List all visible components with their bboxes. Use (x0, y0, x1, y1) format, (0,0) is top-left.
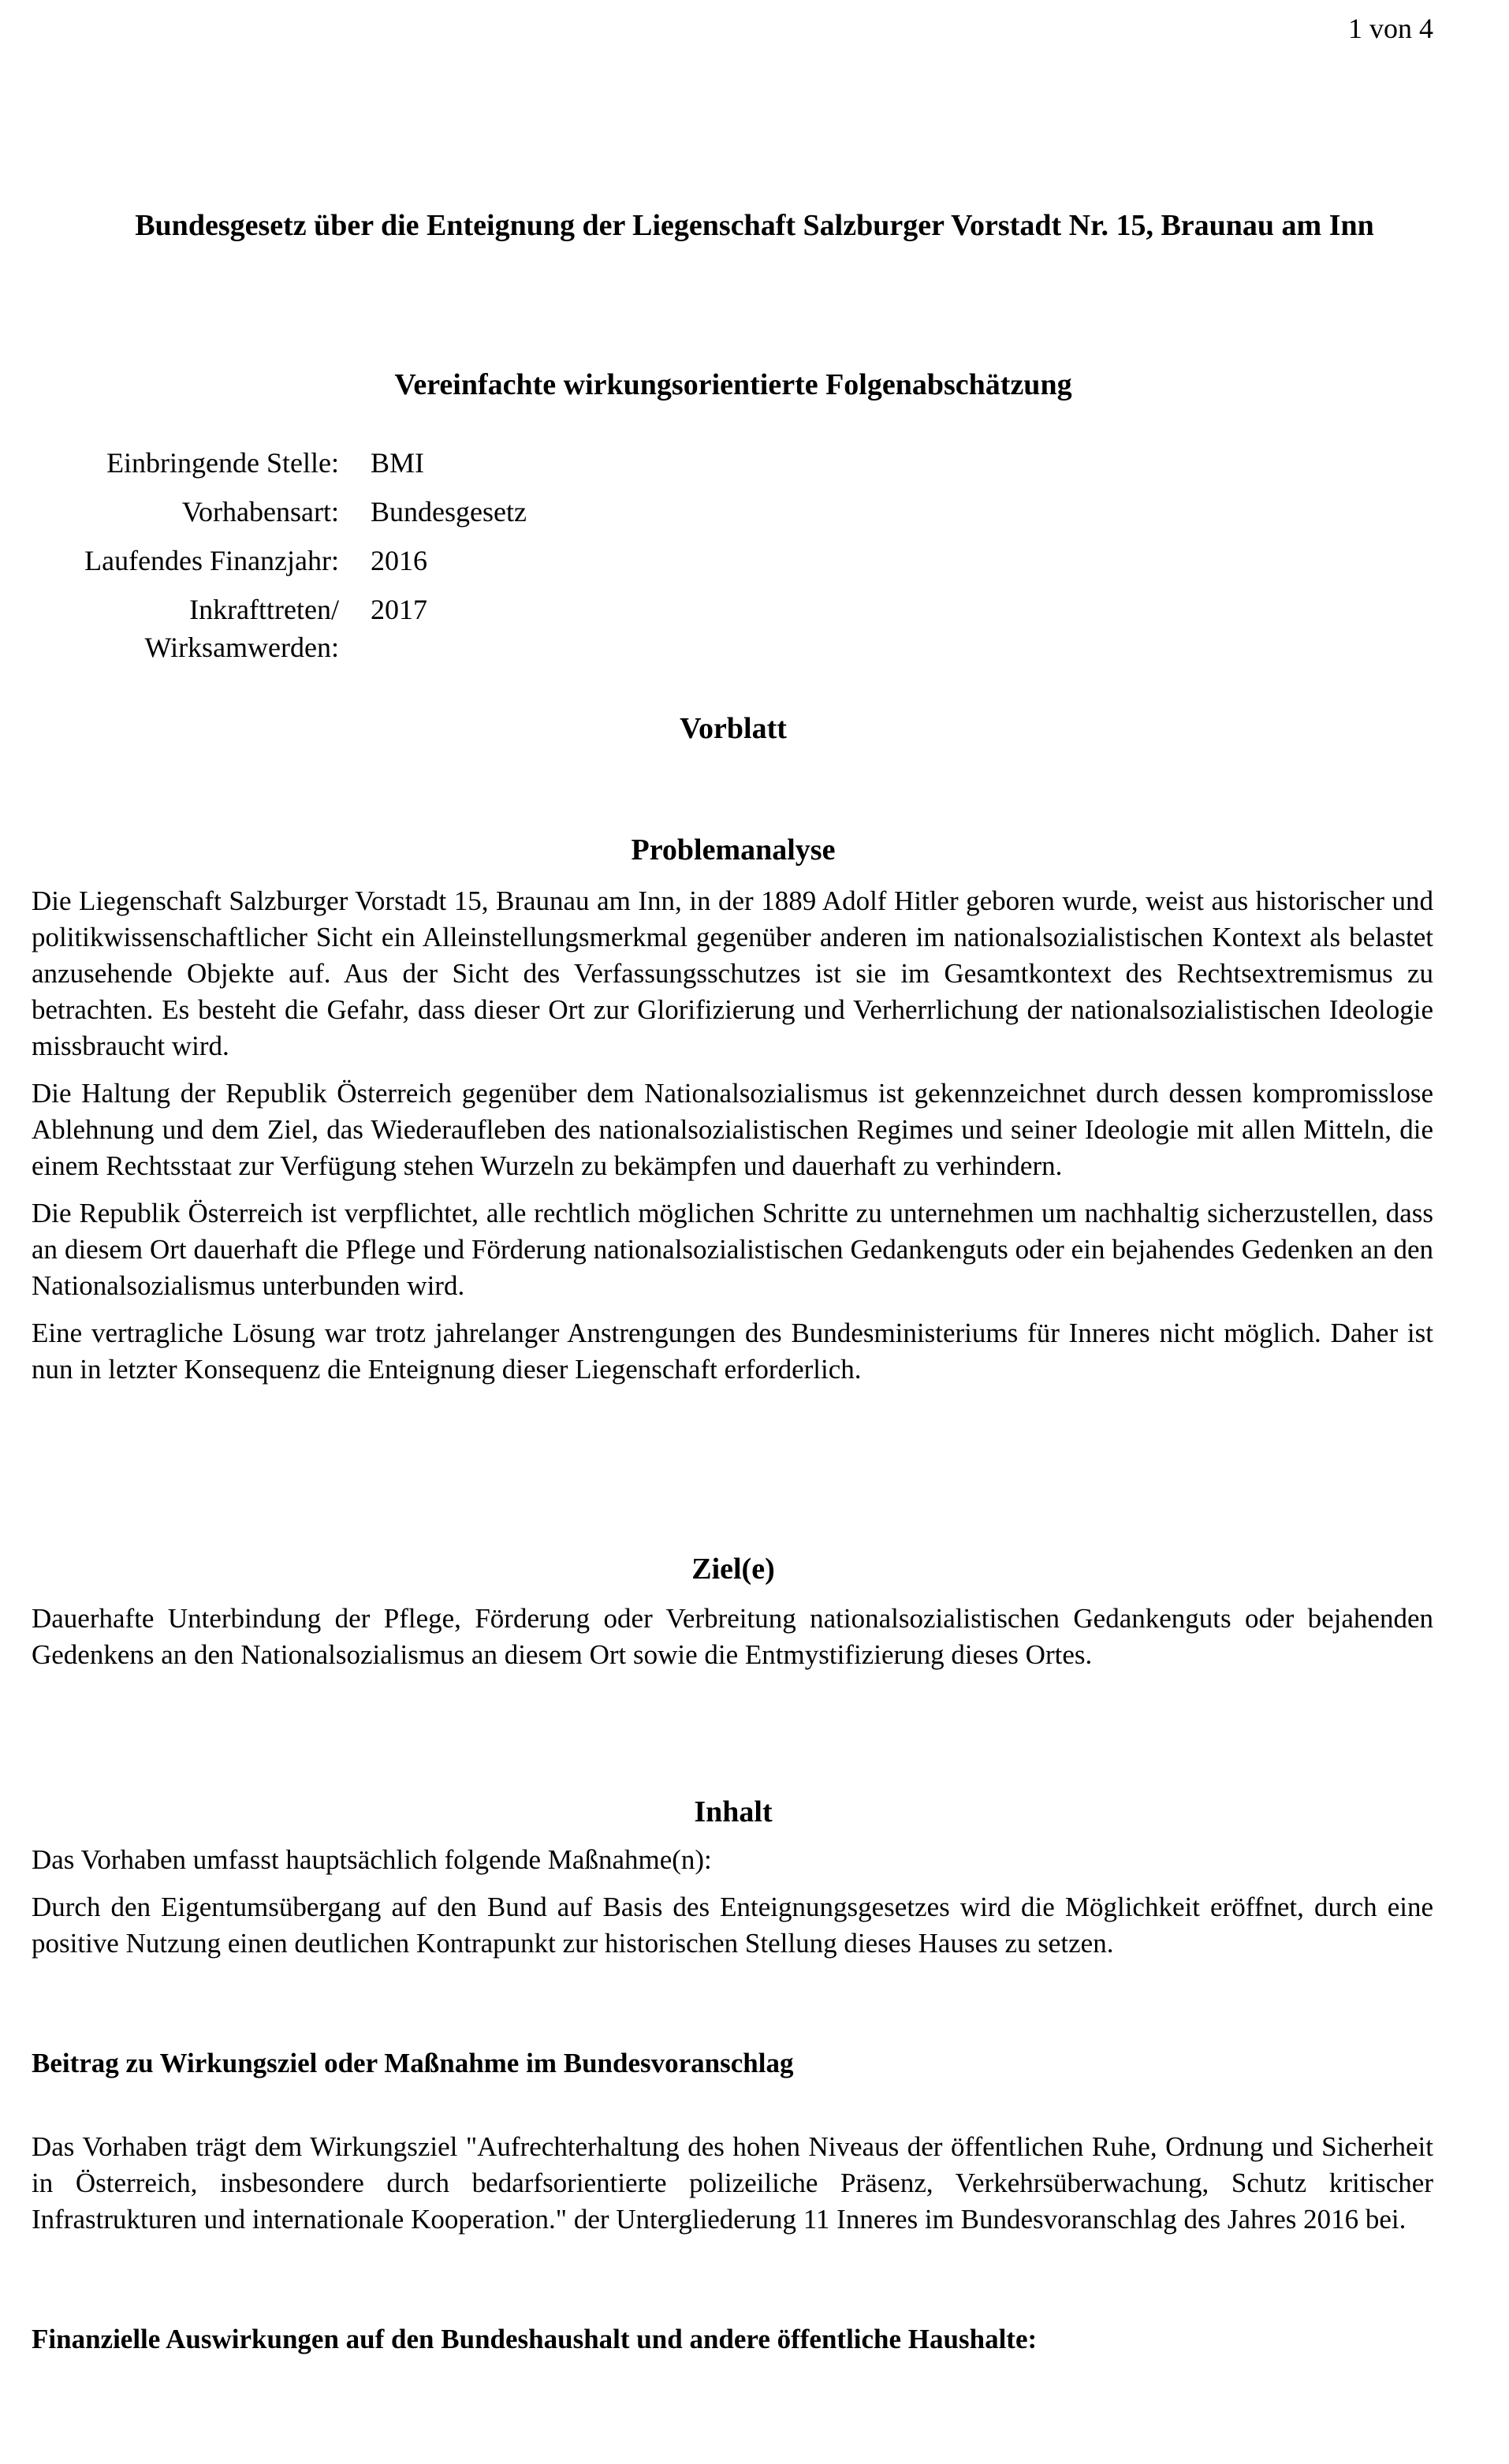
paragraph: Die Haltung der Republik Österreich gegenüber dem Nationalsozialismus ist gekennzeichnet durch dessen kompromisslose Ablehnung und dem Ziel, das Wiederaufleben des nationalsozialistischen Regimes und seiner Ideologie mit allen Mitteln, die einem Rechtsstaat zur Verfügung stehen Wurzeln zu bekämpfen und dauerhaft zu verhindern. (32, 1078, 1433, 1181)
metadata-row (32, 487, 741, 536)
metadata-value: BMI (371, 447, 425, 479)
metadata-label: Inkrafttreten/ Wirksamwerden: (144, 594, 339, 663)
section-heading-inhalt: Inhalt (694, 1795, 773, 1828)
metadata-value: 2017 (371, 594, 427, 625)
metadata-row (32, 536, 741, 585)
metadata-row (32, 585, 741, 666)
paragraph: Eine vertragliche Lösung war trotz jahrelanger Anstrengungen des Bundesministeriums für Inneres nicht möglich. Daher ist nun in letzter Konsequenz die Enteignung dieser Liegenschaft erforderlich. (32, 1318, 1433, 1385)
paragraph: Das Vorhaben trägt dem Wirkungsziel "Aufrechterhaltung des hohen Niveaus der öffentlichen Ruhe, Ordnung und Sicherheit in Österreich, insbesondere durch bedarfsorientierte polizeiliche Präsenz, Verkehrsüberwachung, Schutz kritischer Infrastrukturen und internationale Kooperation." der Untergliederung 11 Inneres im Bundesvoranschlag des Jahres 2016 bei. (32, 2131, 1433, 2235)
subheading-beitrag: Beitrag zu Wirkungsziel oder Maßnahme im Bundesvoranschlag (32, 2048, 794, 2078)
problemanalyse-body (32, 883, 1433, 1399)
metadata-row (32, 438, 741, 487)
paragraph: Dauerhafte Unterbindung der Pflege, Förderung oder Verbreitung nationalsozialistischen Gedankenguts oder bejahenden Gedenkens an den Nationalsozialismus an diesem Ort sowie die Entmystifizierung dieses Ortes. (32, 1603, 1433, 1670)
paragraph: Durch den Eigentumsübergang auf den Bund auf Basis des Enteignungsgesetzes wird die Möglichkeit eröffnet, durch eine positive Nutzung einen deutlichen Kontrapunkt zur historischen Stellung dieses Hauses zu setzen. (32, 1892, 1433, 1959)
metadata-label: Laufendes Finanzjahr: (84, 545, 339, 576)
metadata-value: 2016 (371, 545, 427, 576)
section-heading-ziele: Ziel(e) (691, 1553, 775, 1586)
page-indicator: 1 von 4 (1348, 13, 1433, 44)
ziele-body (32, 1601, 1433, 1684)
metadata-label: Einbringende Stelle: (106, 447, 339, 479)
beitrag-body (32, 2129, 1433, 2249)
document-subtitle: Vereinfachte wirkungsorientierte Folgenabschätzung (394, 368, 1072, 401)
paragraph: Die Republik Österreich ist verpflichtet, alle rechtlich möglichen Schritte zu unternehmen um nachhaltig sicherzustellen, dass an diesem Ort dauerhaft die Pflege und Förderung nationalsozialistischen Gedankenguts oder ein bejahendes Gedenken an den Nationalsozialismus unterbunden wird. (32, 1198, 1433, 1301)
inhalt-body (32, 1842, 1433, 1973)
metadata-value: Bundesgesetz (371, 496, 527, 527)
section-heading-vorblatt: Vorblatt (680, 712, 787, 745)
paragraph: Das Vorhaben umfasst hauptsächlich folgende Maßnahme(n): (32, 1844, 712, 1875)
document-title: Bundesgesetz über die Enteignung der Liegenschaft Salzburger Vorstadt Nr. 15, Braunau am Inn (135, 209, 1374, 242)
paragraph: Die Liegenschaft Salzburger Vorstadt 15, Braunau am Inn, in der 1889 Adolf Hitler geboren wurde, weist aus historischer und politikwissenschaftlicher Sicht ein Alleinstellungsmerkmal gegenüber anderen im nationalsozialistischen Kontext als belastet anzusehende Objekte auf. Aus der Sicht des Verfassungsschutzes ist sie im Gesamtkontext des Rechtsextremismus zu betrachten. Es besteht die Gefahr, dass dieser Ort zur Glorifizierung und Verherrlichung der nationalsozialistischen Ideologie missbraucht wird. (32, 885, 1433, 1061)
metadata-table (32, 438, 741, 666)
metadata-label: Vorhabensart: (181, 496, 339, 527)
section-heading-problemanalyse: Problemanalyse (631, 833, 836, 867)
subheading-finanzielle-auswirkungen: Finanzielle Auswirkungen auf den Bundeshaushalt und andere öffentliche Haushalte: (32, 2324, 1038, 2354)
